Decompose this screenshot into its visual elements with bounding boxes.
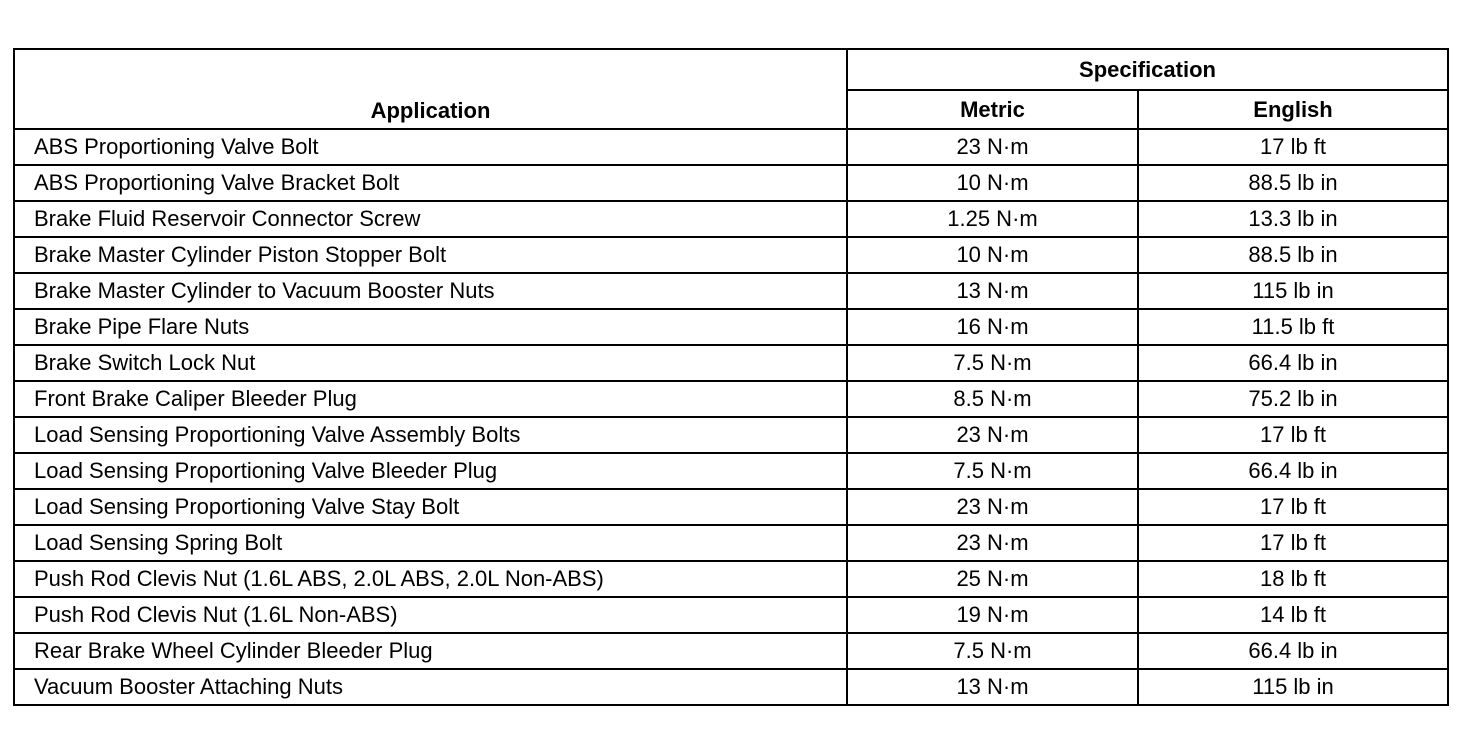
application-cell: Load Sensing Proportioning Valve Assembly Bolts: [14, 417, 847, 453]
application-cell: Push Rod Clevis Nut (1.6L Non-ABS): [14, 597, 847, 633]
application-cell: Brake Switch Lock Nut: [14, 345, 847, 381]
metric-cell: 23 N·m: [847, 129, 1138, 165]
application-cell: Push Rod Clevis Nut (1.6L ABS, 2.0L ABS, 2.0L Non-ABS): [14, 561, 847, 597]
english-cell: 115 lb in: [1138, 273, 1448, 309]
english-cell: 14 lb ft: [1138, 597, 1448, 633]
metric-cell: 25 N·m: [847, 561, 1138, 597]
english-cell: 18 lb ft: [1138, 561, 1448, 597]
application-cell: ABS Proportioning Valve Bracket Bolt: [14, 165, 847, 201]
metric-cell: 16 N·m: [847, 309, 1138, 345]
table-row: [14, 633, 1448, 669]
metric-cell: 10 N·m: [847, 165, 1138, 201]
header-english: English: [1138, 90, 1448, 129]
table-row: [14, 561, 1448, 597]
application-cell: Load Sensing Proportioning Valve Stay Bolt: [14, 489, 847, 525]
table-row: [14, 201, 1448, 237]
torque-spec-table: [13, 48, 1449, 706]
english-cell: 88.5 lb in: [1138, 165, 1448, 201]
metric-cell: 13 N·m: [847, 273, 1138, 309]
metric-cell: 23 N·m: [847, 525, 1138, 561]
english-cell: 115 lb in: [1138, 669, 1448, 705]
table-row: [14, 381, 1448, 417]
application-cell: Brake Master Cylinder Piston Stopper Bolt: [14, 237, 847, 273]
metric-cell: 7.5 N·m: [847, 345, 1138, 381]
table-row: [14, 273, 1448, 309]
application-cell: Brake Master Cylinder to Vacuum Booster Nuts: [14, 273, 847, 309]
table-row: [14, 165, 1448, 201]
header-specification: Specification: [847, 49, 1448, 90]
application-cell: Front Brake Caliper Bleeder Plug: [14, 381, 847, 417]
application-cell: Brake Fluid Reservoir Connector Screw: [14, 201, 847, 237]
table-row: [14, 345, 1448, 381]
table-row: [14, 417, 1448, 453]
metric-cell: 19 N·m: [847, 597, 1138, 633]
english-cell: 66.4 lb in: [1138, 633, 1448, 669]
table-row: [14, 453, 1448, 489]
english-cell: 75.2 lb in: [1138, 381, 1448, 417]
header-metric: Metric: [847, 90, 1138, 129]
table-row: [14, 669, 1448, 705]
metric-cell: 7.5 N·m: [847, 633, 1138, 669]
metric-cell: 23 N·m: [847, 417, 1138, 453]
table-row: [14, 597, 1448, 633]
metric-cell: 1.25 N·m: [847, 201, 1138, 237]
metric-cell: 23 N·m: [847, 489, 1138, 525]
table-body: [14, 129, 1448, 705]
english-cell: 11.5 lb ft: [1138, 309, 1448, 345]
application-cell: Brake Pipe Flare Nuts: [14, 309, 847, 345]
english-cell: 66.4 lb in: [1138, 453, 1448, 489]
application-cell: ABS Proportioning Valve Bolt: [14, 129, 847, 165]
english-cell: 17 lb ft: [1138, 489, 1448, 525]
table-row: [14, 309, 1448, 345]
english-cell: 17 lb ft: [1138, 129, 1448, 165]
english-cell: 66.4 lb in: [1138, 345, 1448, 381]
metric-cell: 8.5 N·m: [847, 381, 1138, 417]
application-cell: Load Sensing Proportioning Valve Bleeder Plug: [14, 453, 847, 489]
application-cell: Vacuum Booster Attaching Nuts: [14, 669, 847, 705]
table-row: [14, 237, 1448, 273]
metric-cell: 13 N·m: [847, 669, 1138, 705]
table-row: [14, 489, 1448, 525]
table-row: [14, 129, 1448, 165]
table-row: [14, 525, 1448, 561]
metric-cell: 10 N·m: [847, 237, 1138, 273]
english-cell: 17 lb ft: [1138, 525, 1448, 561]
english-cell: 13.3 lb in: [1138, 201, 1448, 237]
english-cell: 17 lb ft: [1138, 417, 1448, 453]
application-cell: Rear Brake Wheel Cylinder Bleeder Plug: [14, 633, 847, 669]
english-cell: 88.5 lb in: [1138, 237, 1448, 273]
metric-cell: 7.5 N·m: [847, 453, 1138, 489]
application-cell: Load Sensing Spring Bolt: [14, 525, 847, 561]
header-application: Application: [14, 49, 847, 129]
